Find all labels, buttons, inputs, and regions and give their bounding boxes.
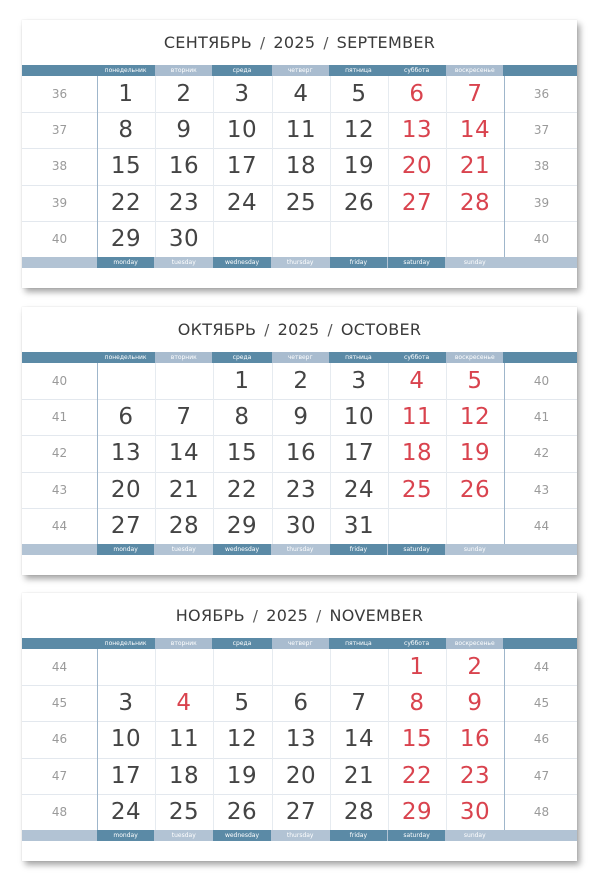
day-number: 12: [226, 726, 258, 752]
day-number: 27: [285, 799, 317, 825]
month-title: [22, 593, 577, 625]
day-number: 10: [226, 117, 258, 143]
day-number-weekend: 5: [467, 368, 483, 394]
day-number: 2: [176, 81, 192, 107]
day-number-weekend: 29: [401, 799, 433, 825]
day-number: 26: [343, 190, 375, 216]
weekday-label-ru: вторник: [155, 65, 212, 76]
day-number: 3: [351, 368, 367, 394]
week-number-right: 39: [533, 196, 550, 210]
weekday-label-ru: воскресенье: [446, 638, 503, 649]
year-label: 2025: [277, 320, 320, 339]
weekday-header-ru: [22, 638, 577, 649]
day-number: 3: [234, 81, 250, 107]
week-number-right: 44: [533, 660, 550, 674]
weekday-label-ru: среда: [213, 352, 270, 363]
title-separator: /: [264, 321, 270, 339]
day-number-weekend: 4: [176, 690, 192, 716]
day-number-weekend: 18: [401, 440, 433, 466]
day-number: 11: [285, 117, 317, 143]
weekday-label-en: wednesday: [213, 830, 270, 841]
weekday-label-ru: суббота: [388, 638, 445, 649]
weekday-label-en: sunday: [446, 830, 503, 841]
week-number-left: 47: [51, 769, 68, 783]
week-number-left: 45: [51, 696, 68, 710]
day-number: 5: [234, 690, 250, 716]
days-grid: [22, 649, 577, 830]
week-number-right: 40: [533, 374, 550, 388]
month-name-en: SEPTEMBER: [336, 33, 436, 52]
day-number: 20: [110, 477, 142, 503]
weekday-label-ru: вторник: [155, 352, 212, 363]
day-number-weekend: 9: [467, 690, 483, 716]
weekday-label-ru: четверг: [272, 638, 329, 649]
day-number: 7: [351, 690, 367, 716]
day-number-weekend: 15: [401, 726, 433, 752]
month-name-en: OCTOBER: [340, 320, 422, 339]
day-number: 17: [343, 440, 375, 466]
month-name-ru: СЕНТЯБРЬ: [163, 33, 253, 52]
week-number-left: 39: [51, 196, 68, 210]
day-number: 15: [226, 440, 258, 466]
week-number-right: 42: [533, 446, 550, 460]
weekday-label-en: monday: [97, 257, 154, 268]
weekday-header-ru: [22, 65, 577, 76]
day-number: 12: [343, 117, 375, 143]
day-number: 20: [285, 763, 317, 789]
day-number-weekend: 30: [459, 799, 491, 825]
weekday-label-ru: пятница: [330, 65, 387, 76]
weekday-footer-en: [22, 544, 577, 555]
day-number: 24: [343, 477, 375, 503]
day-number: 23: [285, 477, 317, 503]
day-number: 26: [226, 799, 258, 825]
day-number: 11: [168, 726, 200, 752]
weekday-label-ru: воскресенье: [446, 352, 503, 363]
weekday-footer-en: [22, 257, 577, 268]
day-number-weekend: 16: [459, 726, 491, 752]
day-number: 14: [343, 726, 375, 752]
day-number-weekend: 27: [401, 190, 433, 216]
weekday-label-ru: суббота: [388, 65, 445, 76]
day-number: 3: [118, 690, 134, 716]
day-number-weekend: 13: [401, 117, 433, 143]
day-number-weekend: 23: [459, 763, 491, 789]
day-number: 24: [226, 190, 258, 216]
day-number-weekend: 28: [459, 190, 491, 216]
day-number-weekend: 20: [401, 153, 433, 179]
days-grid: [22, 76, 577, 257]
day-number: 19: [343, 153, 375, 179]
weekday-label-en: friday: [330, 257, 387, 268]
title-separator: /: [327, 321, 333, 339]
weekday-label-ru: понедельник: [97, 638, 154, 649]
day-number: 28: [343, 799, 375, 825]
week-number-left: 40: [51, 374, 68, 388]
day-number: 8: [234, 404, 250, 430]
day-number: 25: [168, 799, 200, 825]
week-number-left: 40: [51, 232, 68, 246]
day-number: 15: [110, 153, 142, 179]
weekday-label-en: friday: [330, 830, 387, 841]
day-number: 2: [293, 368, 309, 394]
day-number-weekend: 7: [467, 81, 483, 107]
month-card: [22, 20, 577, 288]
week-number-right: 46: [533, 732, 550, 746]
day-number: 1: [118, 81, 134, 107]
day-number: 10: [343, 404, 375, 430]
day-number: 23: [168, 190, 200, 216]
weekday-label-en: friday: [330, 544, 387, 555]
day-number: 29: [226, 513, 258, 539]
week-number-right: 44: [533, 519, 550, 533]
weekday-label-ru: понедельник: [97, 352, 154, 363]
day-number: 21: [343, 763, 375, 789]
day-number: 21: [168, 477, 200, 503]
month-title: [22, 20, 577, 52]
day-number-weekend: 4: [409, 368, 425, 394]
title-separator: /: [260, 34, 266, 52]
day-number-weekend: 8: [409, 690, 425, 716]
day-number: 29: [110, 226, 142, 252]
day-number: 9: [293, 404, 309, 430]
weekday-label-en: monday: [97, 544, 154, 555]
day-number: 24: [110, 799, 142, 825]
weekday-label-ru: четверг: [272, 352, 329, 363]
weekday-label-en: saturday: [388, 257, 445, 268]
month-name-en: NOVEMBER: [329, 606, 424, 625]
weekday-header-ru: [22, 352, 577, 363]
weekday-label-ru: четверг: [272, 65, 329, 76]
week-number-left: 38: [51, 159, 68, 173]
week-number-left: 36: [51, 87, 68, 101]
year-label: 2025: [266, 606, 309, 625]
weekday-label-en: thursday: [272, 830, 329, 841]
day-number: 10: [110, 726, 142, 752]
week-number-left: 41: [51, 410, 68, 424]
weekday-label-en: saturday: [388, 830, 445, 841]
day-number: 13: [285, 726, 317, 752]
day-number: 6: [293, 690, 309, 716]
week-number-right: 48: [533, 805, 550, 819]
day-number: 7: [176, 404, 192, 430]
day-number: 13: [110, 440, 142, 466]
week-number-left: 37: [51, 123, 68, 137]
year-label: 2025: [273, 33, 316, 52]
weekday-label-ru: суббота: [388, 352, 445, 363]
weekday-label-ru: среда: [213, 65, 270, 76]
weekday-label-en: wednesday: [213, 544, 270, 555]
day-number-weekend: 12: [459, 404, 491, 430]
week-number-right: 40: [533, 232, 550, 246]
weekday-label-ru: вторник: [155, 638, 212, 649]
week-number-right: 41: [533, 410, 550, 424]
day-number-weekend: 25: [401, 477, 433, 503]
title-separator: /: [323, 34, 329, 52]
day-number: 4: [293, 81, 309, 107]
day-number: 6: [118, 404, 134, 430]
weekday-label-ru: пятница: [330, 638, 387, 649]
week-number-right: 45: [533, 696, 550, 710]
month-title: [22, 307, 577, 339]
day-number: 27: [110, 513, 142, 539]
day-number: 22: [226, 477, 258, 503]
day-number-weekend: 14: [459, 117, 491, 143]
day-number: 17: [226, 153, 258, 179]
weekday-label-en: monday: [97, 830, 154, 841]
day-number: 16: [168, 153, 200, 179]
day-number-weekend: 21: [459, 153, 491, 179]
weekday-label-ru: воскресенье: [446, 65, 503, 76]
day-number: 19: [226, 763, 258, 789]
day-number-weekend: 19: [459, 440, 491, 466]
week-number-left: 44: [51, 519, 68, 533]
day-number-weekend: 2: [467, 654, 483, 680]
weekday-label-ru: пятница: [330, 352, 387, 363]
week-number-left: 48: [51, 805, 68, 819]
weekday-label-en: wednesday: [213, 257, 270, 268]
weekday-label-ru: понедельник: [97, 65, 154, 76]
month-name-ru: НОЯБРЬ: [175, 606, 245, 625]
day-number: 8: [118, 117, 134, 143]
week-number-left: 44: [51, 660, 68, 674]
day-number: 18: [168, 763, 200, 789]
week-number-left: 43: [51, 483, 68, 497]
day-number-weekend: 1: [409, 654, 425, 680]
title-separator: /: [316, 607, 322, 625]
title-separator: /: [252, 607, 259, 625]
day-number: 14: [168, 440, 200, 466]
week-number-right: 37: [533, 123, 550, 137]
day-number: 30: [168, 226, 200, 252]
weekday-label-en: tuesday: [155, 830, 212, 841]
month-card: [22, 307, 577, 575]
day-number: 9: [176, 117, 192, 143]
day-number: 30: [285, 513, 317, 539]
day-number-weekend: 26: [459, 477, 491, 503]
weekday-label-en: sunday: [446, 257, 503, 268]
week-number-right: 43: [533, 483, 550, 497]
weekday-label-en: tuesday: [155, 257, 212, 268]
day-number: 22: [110, 190, 142, 216]
weekday-label-ru: среда: [213, 638, 270, 649]
day-number: 5: [351, 81, 367, 107]
weekday-label-en: tuesday: [155, 544, 212, 555]
day-number: 17: [110, 763, 142, 789]
weekday-label-en: sunday: [446, 544, 503, 555]
day-number: 18: [285, 153, 317, 179]
weekday-footer-en: [22, 830, 577, 841]
weekday-label-en: thursday: [272, 257, 329, 268]
day-number: 25: [285, 190, 317, 216]
day-number: 28: [168, 513, 200, 539]
day-number-weekend: 6: [409, 81, 425, 107]
month-name-ru: ОКТЯБРЬ: [177, 320, 257, 339]
week-number-right: 38: [533, 159, 550, 173]
month-card: [22, 593, 577, 861]
week-number-left: 46: [51, 732, 68, 746]
day-number: 31: [343, 513, 375, 539]
weekday-label-en: saturday: [388, 544, 445, 555]
day-number-weekend: 11: [401, 404, 433, 430]
day-number-weekend: 22: [401, 763, 433, 789]
week-number-right: 36: [533, 87, 550, 101]
week-number-right: 47: [533, 769, 550, 783]
weekday-label-en: thursday: [272, 544, 329, 555]
days-grid: [22, 363, 577, 544]
day-number: 1: [234, 368, 250, 394]
day-number: 16: [285, 440, 317, 466]
week-number-left: 42: [51, 446, 68, 460]
